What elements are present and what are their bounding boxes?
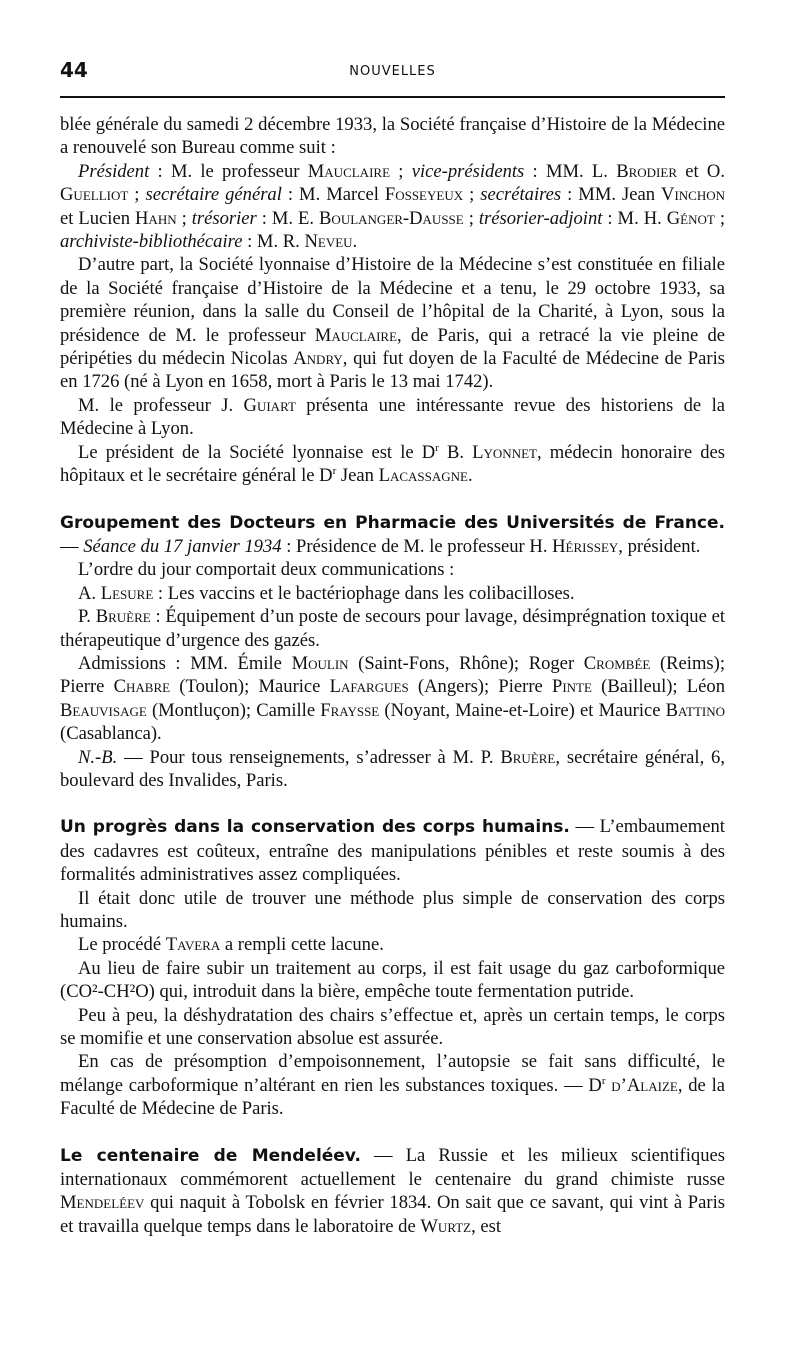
paragraph-groupement: Groupement des Docteurs en Pharmacie des Universités de France. — Séance du 17 janvier 1934 : Présidence de M. le professeur H. Hérissey, président. (60, 512, 725, 557)
paragraph-tavera: Le procédé Tavera a rempli cette lacune. (78, 934, 384, 956)
paragraph-mendeleev: Le centenaire de Mendeléev. — La Russie et les milieux scientifiques internationaux commémorent actuellement le centenaire du grand chimiste russe Mendeléev qui naquit à Tobolsk en février 1834. On sait que ce savant, qui vint à Paris et travailla quelque temps dans le laboratoire de Wurtz, est (60, 1144, 725, 1237)
paragraph-nb: N.-B. — Pour tous renseignements, s’adresser à M. P. Bruère, secrétaire général, 6, boulevard des Invalides, Paris. (60, 746, 725, 791)
paragraph-bureau: Président : M. le professeur Mauclaire ; vice-présidents : MM. L. Brodier et O. Guelliot ; secrétaire général : M. Marcel Fosseyeux ; secrétaires : MM. Jean Vinchon et Lucien Hahn ; trésorier : M. E. Boulanger-Dausse ; trésorier-adjoint : M. H. Génot ; archiviste-bibliothécaire : M. R. Neveu. (60, 160, 726, 253)
section-gap (60, 488, 725, 511)
paragraph-lesure: A. Lesure : Les vaccins et le bactériophage dans les colibacilloses. (78, 582, 575, 604)
page-header (60, 58, 725, 82)
paragraph-bruere: P. Bruère : Équipement d’un poste de secours pour lavage, désimprégnation toxique et thérapeutique d’urgence des gazés. (60, 606, 726, 651)
paragraph-admissions: Admissions : MM. Émile Moulin (Saint-Fons, Rhône); Roger Crombée (Reims); Pierre Chabre (Toulon); Maurice Lafargues (Angers); Pierre Pinte (Bailleul); Léon Beauvisage (Montluçon); Camille Fraysse (Noyant, Maine-et-Loire) et Maurice Battino (Casablanca). (60, 652, 726, 745)
section-gap (60, 1121, 725, 1144)
page-body (60, 113, 725, 1238)
running-title: NOUVELLES (349, 64, 436, 79)
paragraph-empoisonnement: En cas de présomption d’empoisonnement, l’autopsie se fait sans difficulté, le mélange carboformique n’altérant en rien les substances toxiques. — $D^r$ d’Alaize, de la Faculté de Médecine de Paris. (60, 1051, 725, 1120)
page-number: 44 (60, 58, 88, 82)
header-rule (60, 96, 725, 98)
paragraph-methode: Il était donc utile de trouver une méthode plus simple de conservation des corps humains. (60, 887, 725, 932)
section-heading-conservation: Un progrès dans la conservation des corps humains. (60, 817, 570, 838)
paragraph-embaumement: Un progrès dans la conservation des corps humains. — L’embaumement des cadavres est coûteux, entraîne des manipulations pénibles et reste soumis à des formalités administratives assez compliquées. (60, 816, 725, 886)
paragraph-guiart: M. le professeur J. Guiart présenta une intéressante revue des historiens de la Médecine à Lyon. (60, 394, 725, 440)
section-heading-mendeleev: Le centenaire de Mendeléev. (60, 1145, 361, 1166)
section-heading-groupement: Groupement des Docteurs en Pharmacie des Universités de France. (60, 512, 725, 533)
section-gap (60, 792, 725, 815)
paragraph-president-lyonnaise: Le président de la Société lyonnaise est le $D^r$ B. Lyonnet, médecin honoraire des hôpitaux et le secrétaire général le $D^r$ Jean Lacassagne. (60, 441, 725, 487)
paragraph-gaz: Au lieu de faire subir un traitement au corps, il est fait usage du gaz carboformique (CO²-CH²O) qui, introduit dans la bière, empêche toute fermentation putride. (60, 957, 725, 1003)
paragraph-societe-lyonnaise: D’autre part, la Société lyonnaise d’Histoire de la Médecine s’est constituée en filiale de la Société française d’Histoire de la Médecine et a tenu, le 29 octobre 1933, sa première réunion, dans la salle du Conseil de l’hôpital de la Charité, à Lyon, sous la présidence de M. le professeur Mauclaire, de Paris, qui a retracé la vie pleine de péripéties du médecin Nicolas Andry, qui fut doyen de la Faculté de Médecine de Paris en 1726 (né à Lyon en 1658, mort à Paris le 13 mai 1742). (60, 254, 725, 393)
paragraph-deshydratation: Peu à peu, la déshydratation des chairs s’effectue et, après un certain temps, le corps se momifie et une conservation absolue est assurée. (60, 1004, 725, 1050)
paragraph-ordre-du-jour: L’ordre du jour comportait deux communications : (78, 559, 455, 581)
paragraph-assemblee: blée générale du samedi 2 décembre 1933, la Société française d’Histoire de la Médecine a renouvelé son Bureau comme suit : (60, 114, 725, 159)
